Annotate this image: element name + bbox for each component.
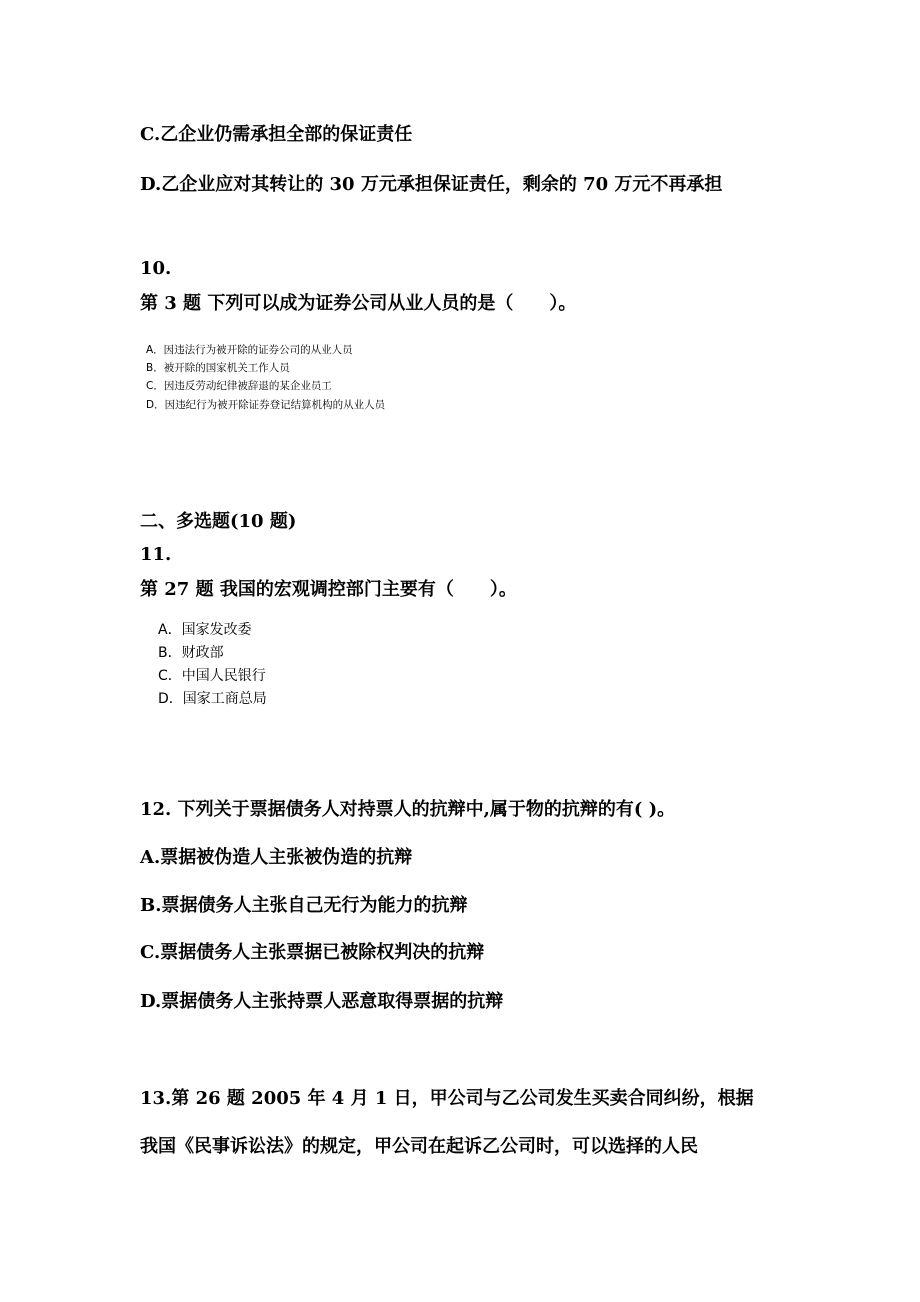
q12-option-d: D.票据债务人主张持票人恶意取得票据的抗辩 <box>140 991 504 1012</box>
q10-option-a: A．因违法行为被开除的证券公司的从业人员 <box>146 344 353 356</box>
q9-option-c: C.乙企业仍需承担全部的保证责任 <box>140 124 413 145</box>
q9-option-d: D.乙企业应对其转让的 30 万元承担保证责任，剩余的 70 万元不再承担 <box>140 174 723 195</box>
q12-option-b: B.票据债务人主张自己无行为能力的抗辩 <box>140 895 468 916</box>
q10-stem: 第 3 题 下列可以成为证券公司从业人员的是（ ）。 <box>140 293 577 314</box>
q13-line-1: 13.第 26 题 2005 年 4 月 1 日，甲公司与乙公司发生买卖合同纠纷，根据 <box>140 1088 754 1109</box>
q12-option-a: A.票据被伪造人主张被伪造的抗辩 <box>140 847 413 868</box>
q11-option-b: B．财政部 <box>158 645 224 661</box>
q10-option-d: D．因违纪行为被开除证券登记结算机构的从业人员 <box>146 399 386 411</box>
q11-option-a: A．国家发改委 <box>158 622 252 638</box>
q10-option-c: C．因违反劳动纪律被辞退的某企业员工 <box>146 380 332 392</box>
q11-stem: 第 27 题 我国的宏观调控部门主要有（ ）。 <box>140 579 517 600</box>
q13-line-2: 我国《民事诉讼法》的规定，甲公司在起诉乙公司时，可以选择的人民 <box>140 1136 698 1157</box>
q10-option-b: B．被开除的国家机关工作人员 <box>146 362 290 374</box>
q11-option-c: C．中国人民银行 <box>158 668 266 684</box>
q10-number: 10. <box>140 258 172 279</box>
q12-option-c: C.票据债务人主张票据已被除权判决的抗辩 <box>140 942 485 963</box>
q11-number: 11. <box>140 544 172 565</box>
q12-stem: 12. 下列关于票据债务人对持票人的抗辩中,属于物的抗辩的有( )。 <box>140 799 676 820</box>
q11-option-d: D．国家工商总局 <box>158 691 267 707</box>
section-heading: 二、多选题(10 题) <box>140 511 297 532</box>
